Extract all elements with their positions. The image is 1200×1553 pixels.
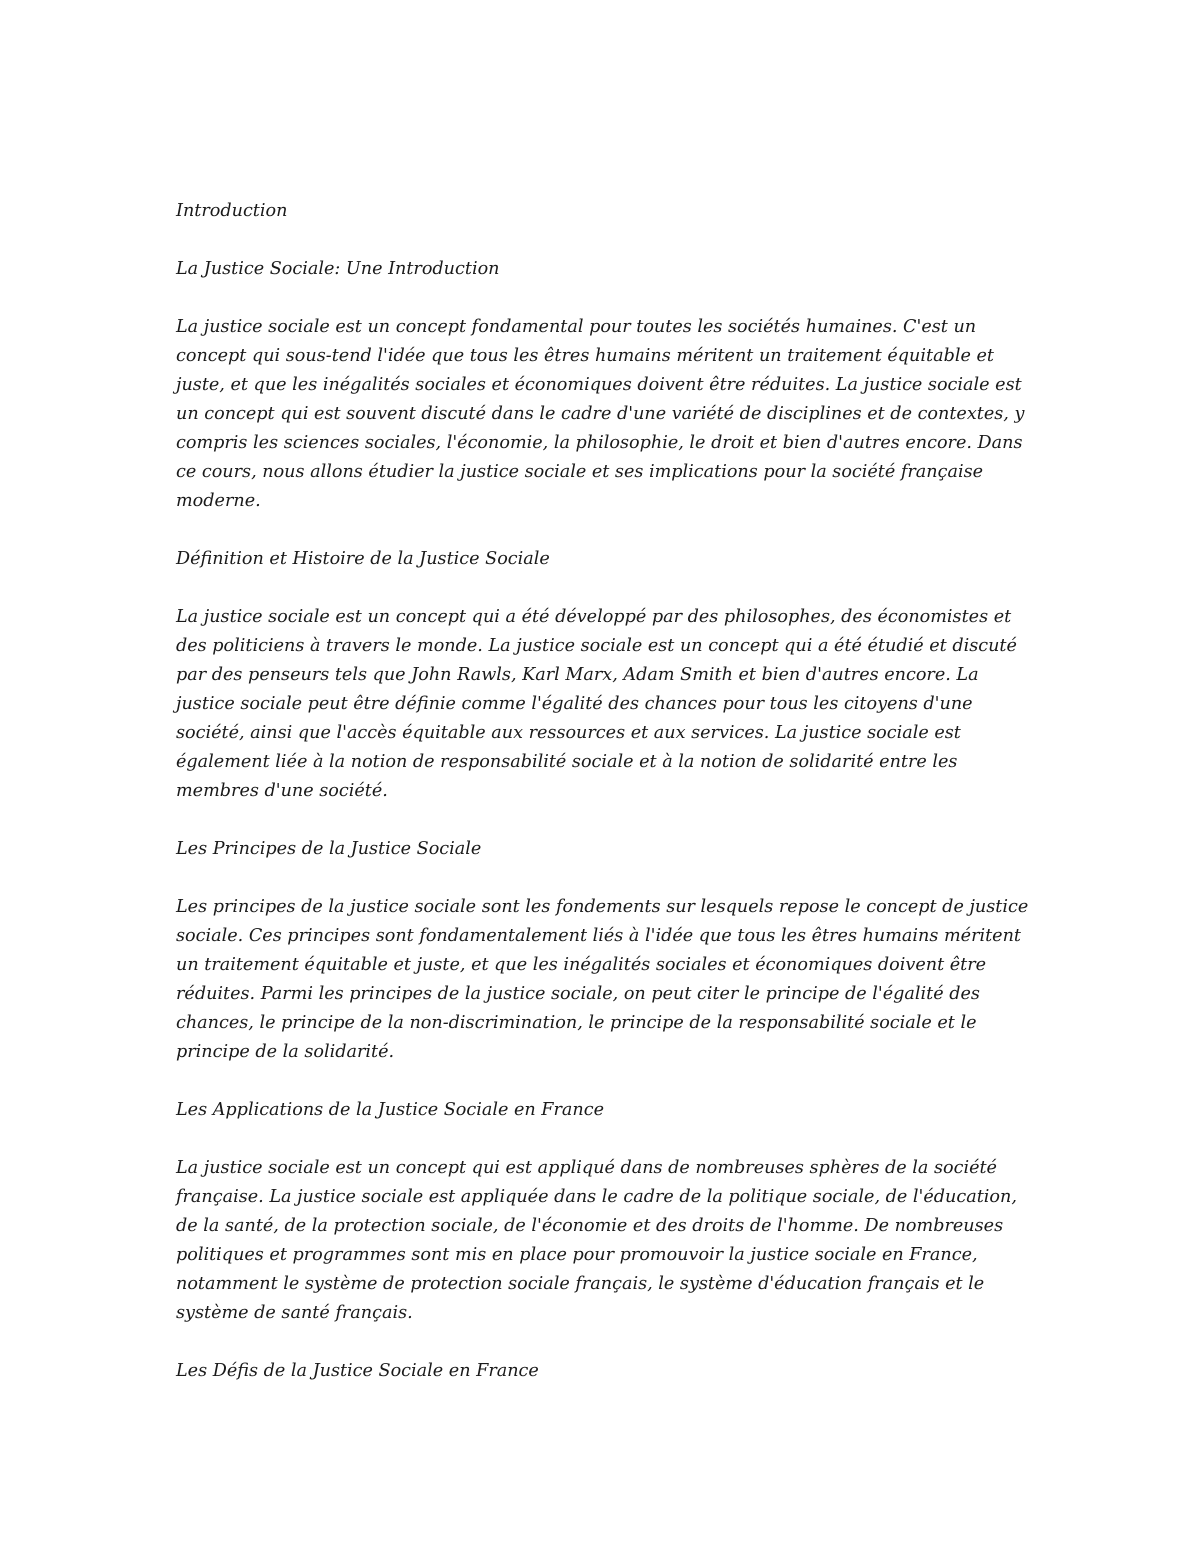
section-heading-principles: Les Principes de la Justice Sociale — [176, 839, 482, 859]
document-body — [176, 197, 1036, 1386]
section-heading-introduction: La Justice Sociale: Une Introduction — [176, 259, 500, 279]
section-paragraph-principles: Les principes de la justice sociale sont les fondements sur lesquels repose le concept de justice sociale. Ces principes sont fondamentalement liés à l'idée que tous les êtres humains méritent un traitement équitable et juste, et que les inégalités sociales et économiques doivent être réduites. Parmi les principes de la justice sociale, on peut citer le principe de l'égalité des chances, le principe de la non-discrimination, le principe de la responsabilité sociale et le principe de la solidarité. — [176, 897, 1029, 1062]
section-paragraph-introduction: La justice sociale est un concept fondamental pour toutes les sociétés humaines. C'est un concept qui sous-tend l'idée que tous les êtres humains méritent un traitement équitable et juste, et que les inégalités sociales et économiques doivent être réduites. La justice sociale est un concept qui est souvent discuté dans le cadre d'une variété de disciplines et de contextes, y compris les sciences sociales, l'économie, la philosophie, le droit et bien d'autres encore. Dans ce cours, nous allons étudier la justice sociale et ses implications pour la société française moderne. — [176, 317, 1025, 511]
section-heading-definition: Définition et Histoire de la Justice Sociale — [176, 549, 550, 569]
section-paragraph-definition: La justice sociale est un concept qui a été développé par des philosophes, des économistes et des politiciens à travers le monde. La justice sociale est un concept qui a été étudié et discuté par des penseurs tels que John Rawls, Karl Marx, Adam Smith et bien d'autres encore. La justice sociale peut être définie comme l'égalité des chances pour tous les citoyens d'une société, ainsi que l'accès équitable aux ressources et aux services. La justice sociale est également liée à la notion de responsabilité sociale et à la notion de solidarité entre les membres d'une société. — [176, 607, 1017, 801]
section-heading-applications: Les Applications de la Justice Sociale en France — [176, 1100, 605, 1120]
section-paragraph-applications: La justice sociale est un concept qui est appliqué dans de nombreuses sphères de la société française. La justice sociale est appliquée dans le cadre de la politique sociale, de l'éducation, de la santé, de la protection sociale, de l'économie et des droits de l'homme. De nombreuses politiques et programmes sont mis en place pour promouvoir la justice sociale en France, notamment le système de protection sociale français, le système d'éducation français et le système de santé français. — [176, 1158, 1017, 1323]
intro-heading: Introduction — [176, 201, 288, 221]
section-heading-challenges: Les Défis de la Justice Sociale en France — [176, 1361, 539, 1381]
